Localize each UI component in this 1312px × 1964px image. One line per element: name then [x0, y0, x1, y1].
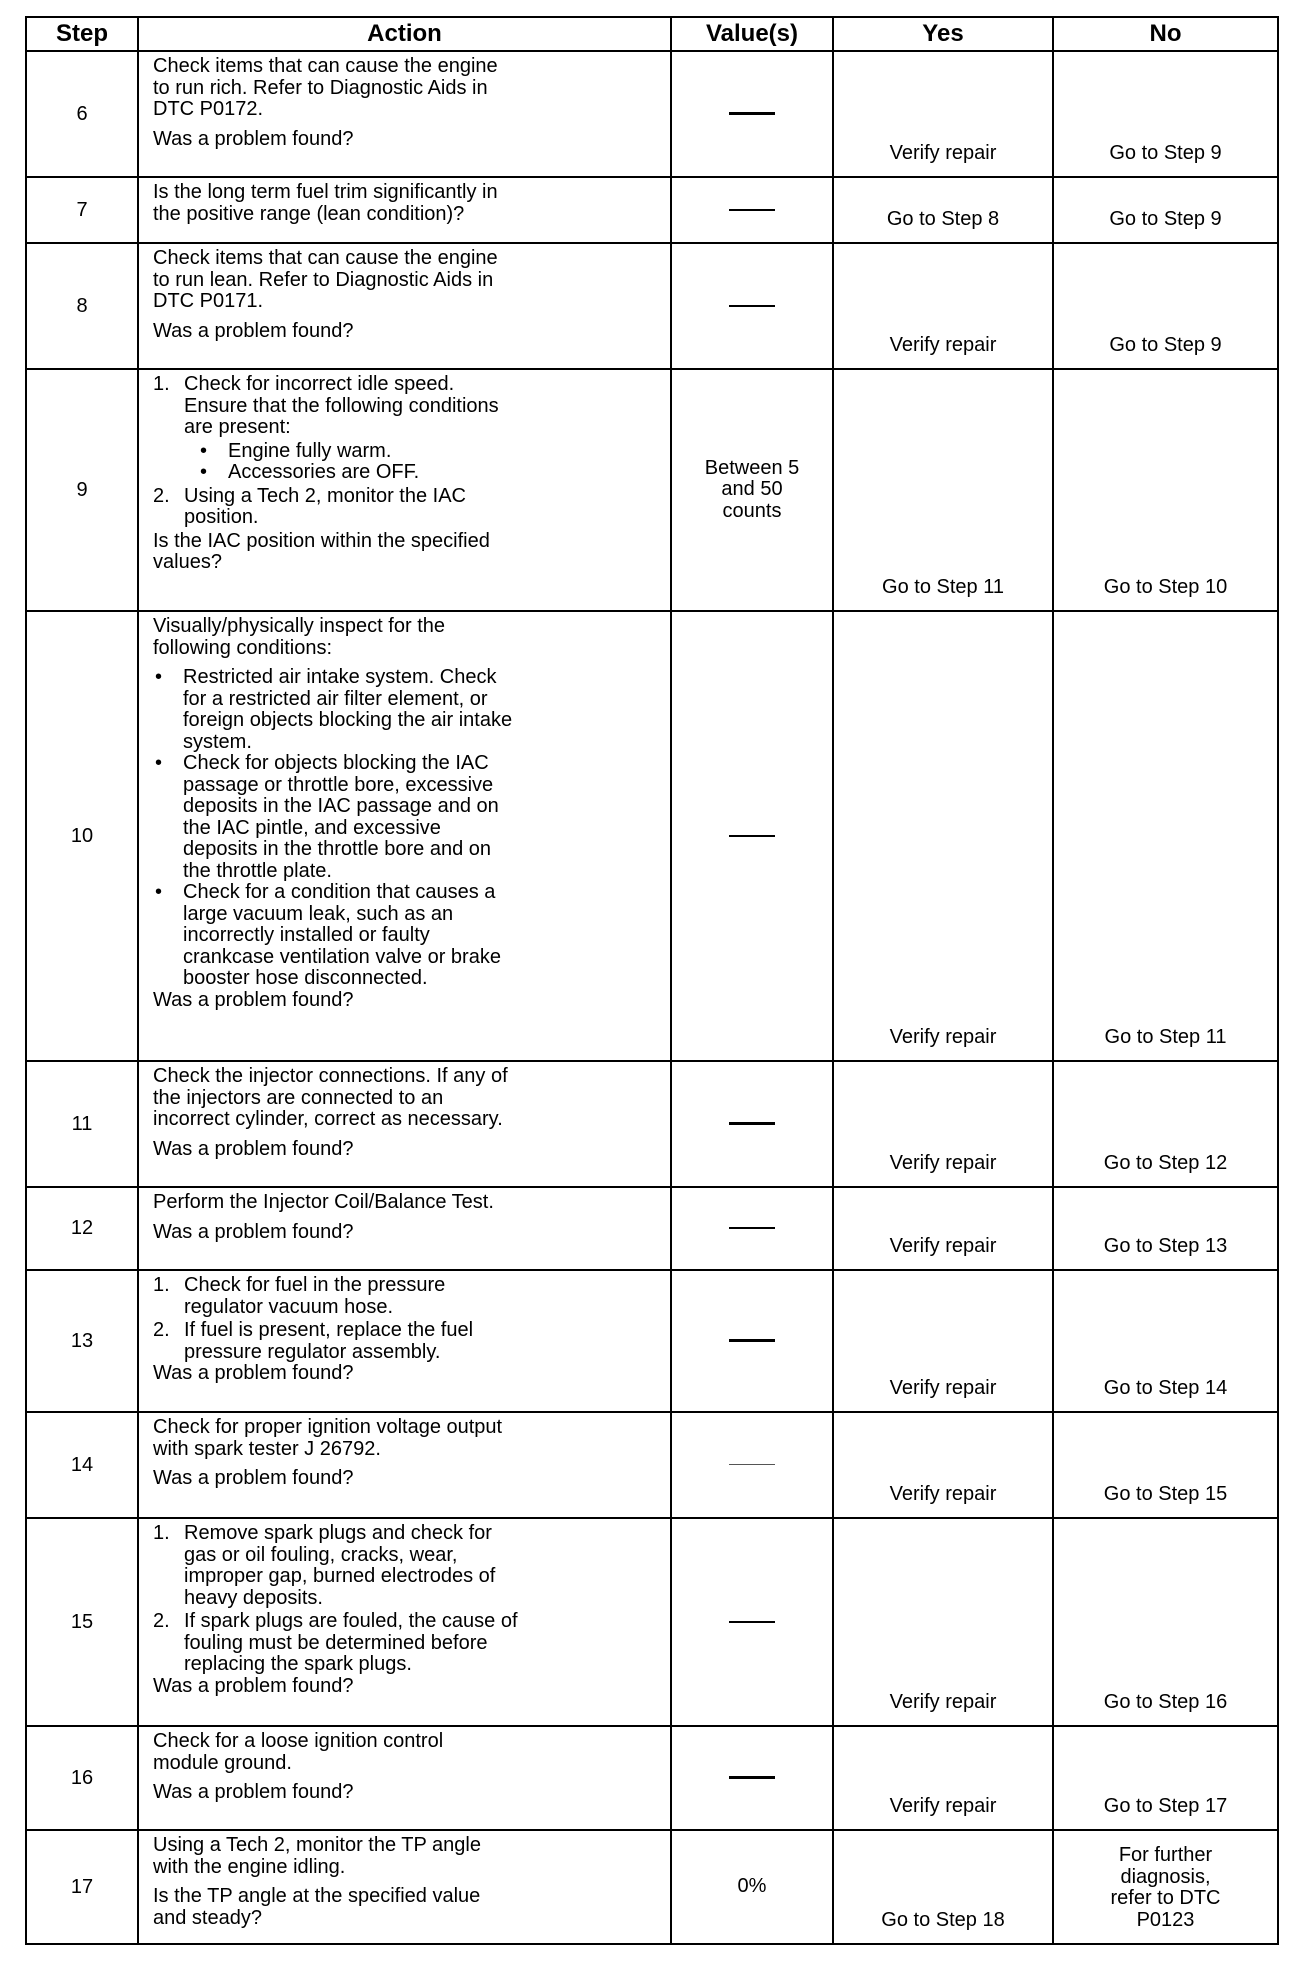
action-text: Check items that can cause the engine	[153, 247, 498, 269]
step-number: 15	[26, 1518, 138, 1726]
not-applicable-dash	[729, 1464, 775, 1465]
table-row	[26, 369, 1278, 611]
action-question: Was a problem found?	[153, 1674, 354, 1697]
value-cell	[671, 177, 833, 243]
value-cell	[671, 1061, 833, 1187]
value-cell	[671, 1518, 833, 1726]
no-result: Go to Step 11	[1053, 611, 1278, 1061]
not-applicable-dash	[729, 1339, 775, 1342]
no-result: Go to Step 12	[1053, 1061, 1278, 1187]
action-text: Is the long term fuel trim significantly in	[153, 181, 498, 203]
step-number: 16	[26, 1726, 138, 1830]
bullet-icon: •	[155, 752, 163, 774]
not-applicable-dash	[729, 305, 775, 307]
yes-result: Verify repair	[833, 1518, 1053, 1726]
header-action: Action	[138, 17, 671, 51]
step-number: 10	[26, 611, 138, 1061]
bullet-icon: •	[155, 666, 163, 688]
bullet-icon: •	[200, 461, 208, 483]
action-question: Was a problem found?	[153, 319, 354, 342]
action-cell	[138, 51, 671, 177]
bullet-item: • Accessories are OFF.	[200, 461, 420, 483]
action-question: values?	[153, 551, 222, 573]
table-row	[26, 1061, 1278, 1187]
yes-result: Verify repair	[833, 1061, 1053, 1187]
step-number: 6	[26, 51, 138, 177]
value-text: counts	[722, 499, 782, 522]
not-applicable-dash	[729, 209, 775, 211]
not-applicable-dash	[729, 835, 775, 837]
action-text: Using a Tech 2, monitor the TP angle	[153, 1834, 481, 1856]
action-question: Was a problem found?	[153, 1137, 354, 1160]
bullet-item: • Check for a condition that causes a	[155, 881, 496, 903]
no-result-text: refer to DTC	[1110, 1887, 1221, 1909]
value-cell	[671, 1187, 833, 1270]
action-question: Is the TP angle at the specified value	[153, 1885, 481, 1907]
action-text: Visually/physically inspect for the	[153, 615, 445, 637]
step-number: 14	[26, 1412, 138, 1518]
bullet-icon: •	[200, 439, 208, 462]
no-result: Go to Step 15	[1053, 1412, 1278, 1518]
table-row	[26, 1518, 1278, 1726]
no-result: Go to Step 10	[1053, 369, 1278, 611]
step-number: 9	[26, 369, 138, 611]
no-result: Go to Step 9	[1053, 51, 1278, 177]
yes-result: Verify repair	[833, 1726, 1053, 1830]
yes-result: Verify repair	[833, 51, 1053, 177]
header-step: Step	[26, 17, 138, 51]
action-text: following conditions:	[153, 636, 332, 659]
yes-result: Verify repair	[833, 611, 1053, 1061]
step-number: 17	[26, 1830, 138, 1944]
numbered-item: 2. Using a Tech 2, monitor the IAC	[153, 484, 466, 507]
yes-result: Go to Step 8	[833, 177, 1053, 243]
action-text: Check items that can cause the engine	[153, 55, 498, 77]
value-text: and 50	[721, 478, 783, 501]
not-applicable-dash	[729, 1227, 775, 1229]
value-cell	[671, 611, 833, 1061]
action-text: to run rich. Refer to Diagnostic Aids in	[153, 76, 488, 99]
action-text: Check for a loose ignition control	[153, 1730, 444, 1752]
action-question: Was a problem found?	[153, 127, 354, 150]
action-text: incorrect cylinder, correct as necessary.	[153, 1108, 503, 1130]
action-cell	[138, 1830, 671, 1944]
bullet-item: • Check for objects blocking the IAC	[155, 752, 489, 774]
no-result: Go to Step 14	[1053, 1270, 1278, 1412]
action-question: Is the IAC position within the specified	[153, 529, 490, 552]
action-cell	[138, 1726, 671, 1830]
yes-result: Verify repair	[833, 1412, 1053, 1518]
action-question: Was a problem found?	[153, 1781, 354, 1803]
step-number: 7	[26, 177, 138, 243]
action-question: Was a problem found?	[153, 1467, 354, 1489]
value-cell	[671, 1726, 833, 1830]
not-applicable-dash	[729, 1776, 775, 1779]
action-text: DTC P0171.	[153, 290, 264, 312]
action-cell: 1. Check for incorrect idle speed. Ensure that the following conditions are present: • Engine fully warm. • Accessories are OFF. 2. Using a Tech 2, monitor the IAC position. Is the IAC position within the specified values?	[138, 369, 671, 611]
table-row	[26, 1830, 1278, 1944]
header-row	[26, 17, 1278, 51]
action-cell: 1. Remove spark plugs and check for gas or oil fouling, cracks, wear, improper gap, burned electrodes of heavy deposits. 2. If spark plugs are fouled, the cause of fouling must be determined before replacing the spark plugs. Was a problem found?	[138, 1518, 671, 1726]
step-number: 12	[26, 1187, 138, 1270]
table-row	[26, 1187, 1278, 1270]
header-yes: Yes	[833, 17, 1053, 51]
numbered-item: 1. Remove spark plugs and check for	[153, 1522, 492, 1544]
value-cell: 0%	[671, 1830, 833, 1944]
action-text: the injectors are connected to an	[153, 1086, 444, 1109]
value-cell	[671, 1412, 833, 1518]
yes-result: Go to Step 11	[833, 369, 1053, 611]
action-text: with the engine idling.	[153, 1855, 346, 1878]
action-text: DTC P0172.	[153, 98, 264, 120]
header-no: No	[1053, 17, 1278, 51]
action-question: Was a problem found?	[153, 1220, 354, 1243]
no-result: Go to Step 9	[1053, 177, 1278, 243]
action-question: Was a problem found?	[153, 988, 354, 1011]
no-result: Go to Step 16	[1053, 1518, 1278, 1726]
step-number: 13	[26, 1270, 138, 1412]
step-number: 11	[26, 1061, 138, 1187]
action-cell: 1. Check for fuel in the pressure regulator vacuum hose. 2. If fuel is present, replace the fuel pressure regulator assembly. Was a problem found?	[138, 1270, 671, 1412]
action-cell	[138, 1061, 671, 1187]
step-number: 8	[26, 243, 138, 369]
action-cell: Visually/physically inspect for the following conditions: • Restricted air intake system. Check for a restricted air filter element, or foreign objects blocking the air intake system. • Check for objects blocking the IAC passage or throttle bore, excessive deposits in the IAC passage and on the IAC pintle, and excessive deposits in the throttle bore and on the throttle plate. • Check for a condition that causes a large vacuum leak, such as an incorrectly installed or faulty crankcase ventilation valve or brake booster hose disconnected. Was a problem found?	[138, 611, 671, 1061]
action-text: with spark tester J 26792.	[153, 1437, 381, 1460]
action-question: Was a problem found?	[153, 1362, 354, 1384]
numbered-item: 1. Check for fuel in the pressure	[153, 1274, 446, 1296]
action-cell	[138, 243, 671, 369]
table-row	[26, 1270, 1278, 1412]
table-row	[26, 177, 1278, 243]
action-text: Check the injector connections. If any of	[153, 1065, 508, 1087]
value-cell	[671, 369, 833, 611]
action-question: and steady?	[153, 1906, 262, 1929]
no-result	[1053, 1830, 1278, 1944]
no-result-text: P0123	[1136, 1908, 1195, 1931]
value-cell	[671, 243, 833, 369]
numbered-item: 2. If fuel is present, replace the fuel	[153, 1319, 474, 1341]
no-result: Go to Step 9	[1053, 243, 1278, 369]
value-cell	[671, 1270, 833, 1412]
not-applicable-dash	[729, 1621, 775, 1623]
table-row	[26, 611, 1278, 1061]
action-text: module ground.	[153, 1751, 292, 1774]
yes-result: Verify repair	[833, 1270, 1053, 1412]
value-text: Between 5	[704, 456, 800, 479]
bullet-item: • Engine fully warm.	[200, 439, 392, 462]
numbered-item: 1. Check for incorrect idle speed.	[153, 373, 455, 395]
action-text: to run lean. Refer to Diagnostic Aids in	[153, 268, 494, 291]
yes-result: Go to Step 18	[833, 1830, 1053, 1944]
action-cell	[138, 177, 671, 243]
table-row	[26, 1726, 1278, 1830]
header-values: Value(s)	[671, 17, 833, 51]
yes-result: Verify repair	[833, 243, 1053, 369]
action-text: the positive range (lean condition)?	[153, 202, 465, 225]
numbered-item: 2. If spark plugs are fouled, the cause of	[153, 1610, 518, 1632]
no-result: Go to Step 17	[1053, 1726, 1278, 1830]
action-cell	[138, 1412, 671, 1518]
table-row	[26, 243, 1278, 369]
value-cell	[671, 51, 833, 177]
no-result-text: For further	[1118, 1844, 1213, 1866]
action-text: Check for proper ignition voltage output	[153, 1416, 503, 1438]
diagnostic-table	[25, 16, 1279, 1945]
not-applicable-dash	[729, 112, 775, 115]
bullet-item: • Restricted air intake system. Check	[155, 666, 497, 688]
action-cell	[138, 1187, 671, 1270]
no-result-text: diagnosis,	[1120, 1865, 1211, 1888]
no-result: Go to Step 13	[1053, 1187, 1278, 1270]
table-row	[26, 51, 1278, 177]
table-row	[26, 1412, 1278, 1518]
bullet-icon: •	[155, 881, 163, 903]
yes-result: Verify repair	[833, 1187, 1053, 1270]
not-applicable-dash	[729, 1122, 775, 1125]
action-text: Perform the Injector Coil/Balance Test.	[153, 1191, 494, 1213]
